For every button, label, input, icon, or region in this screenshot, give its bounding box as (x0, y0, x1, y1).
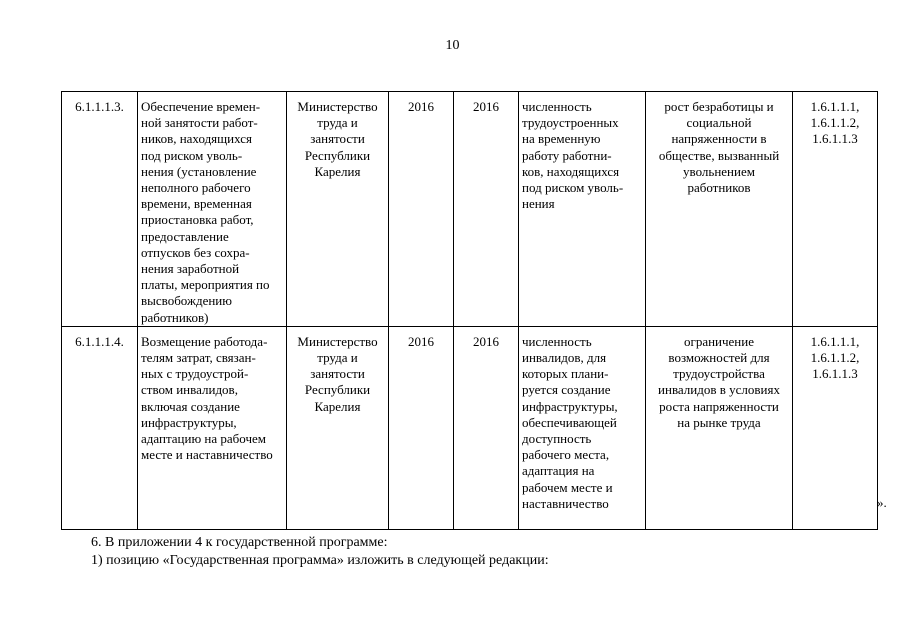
indicator-cell: численность инвалидов, для которых плани- руется создание инфраструктуры, обеспечивающей доступность рабочего места, адаптация на рабочем месте и наставничество (519, 326, 646, 529)
link-cell: 1.6.1.1.1, 1.6.1.1.2, 1.6.1.1.3 (793, 92, 878, 327)
page-number: 10 (445, 38, 460, 53)
start-year-cell: 2016 (389, 92, 454, 327)
measure-name-cell: Обеспечение времен- ной занятости работ- ников, находящихся под риском уволь- нения (установление неполного рабочего времени, временная приостановка работ, предоставление отпусков без сохра- нения заработной платы, мероприятия по высвобождению работников) (138, 92, 287, 327)
row-number-cell: 6.1.1.1.3. (62, 92, 138, 327)
consequence-cell: ограничение возможностей для трудоустройства инвалидов в условиях роста напряженности на рынке труда (646, 326, 793, 529)
indicator-cell: численность трудоустроенных на временную работу работни- ков, находящихся под риском уволь- нения (519, 92, 646, 327)
executor-cell: Министерство труда и занятости Республики Карелия (287, 92, 389, 327)
consequence-cell: рост безработицы и социальной напряженности в обществе, вызванный увольнением работников (646, 92, 793, 327)
link-cell: 1.6.1.1.1, 1.6.1.1.2, 1.6.1.1.3 (793, 326, 878, 529)
start-year-cell: 2016 (389, 326, 454, 529)
closing-quote-mark: ». (877, 495, 887, 510)
row-number-cell: 6.1.1.1.4. (62, 326, 138, 529)
measure-name-cell: Возмещение работода- телям затрат, связан- ных с трудоустрой- ством инвалидов, включая создание инфраструктуры, адаптацию на рабочем месте и наставничество (138, 326, 287, 529)
table-row (62, 92, 878, 327)
end-year-cell: 2016 (454, 92, 519, 327)
program-table (61, 91, 878, 530)
table-row (62, 326, 878, 529)
executor-cell: Министерство труда и занятости Республики Карелия (287, 326, 389, 529)
end-year-cell: 2016 (454, 326, 519, 529)
paragraph-position-edit: 1) позицию «Государственная программа» изложить в следующей редакции: (91, 553, 549, 568)
paragraph-appendix-4: 6. В приложении 4 к государственной программе: (91, 535, 388, 550)
